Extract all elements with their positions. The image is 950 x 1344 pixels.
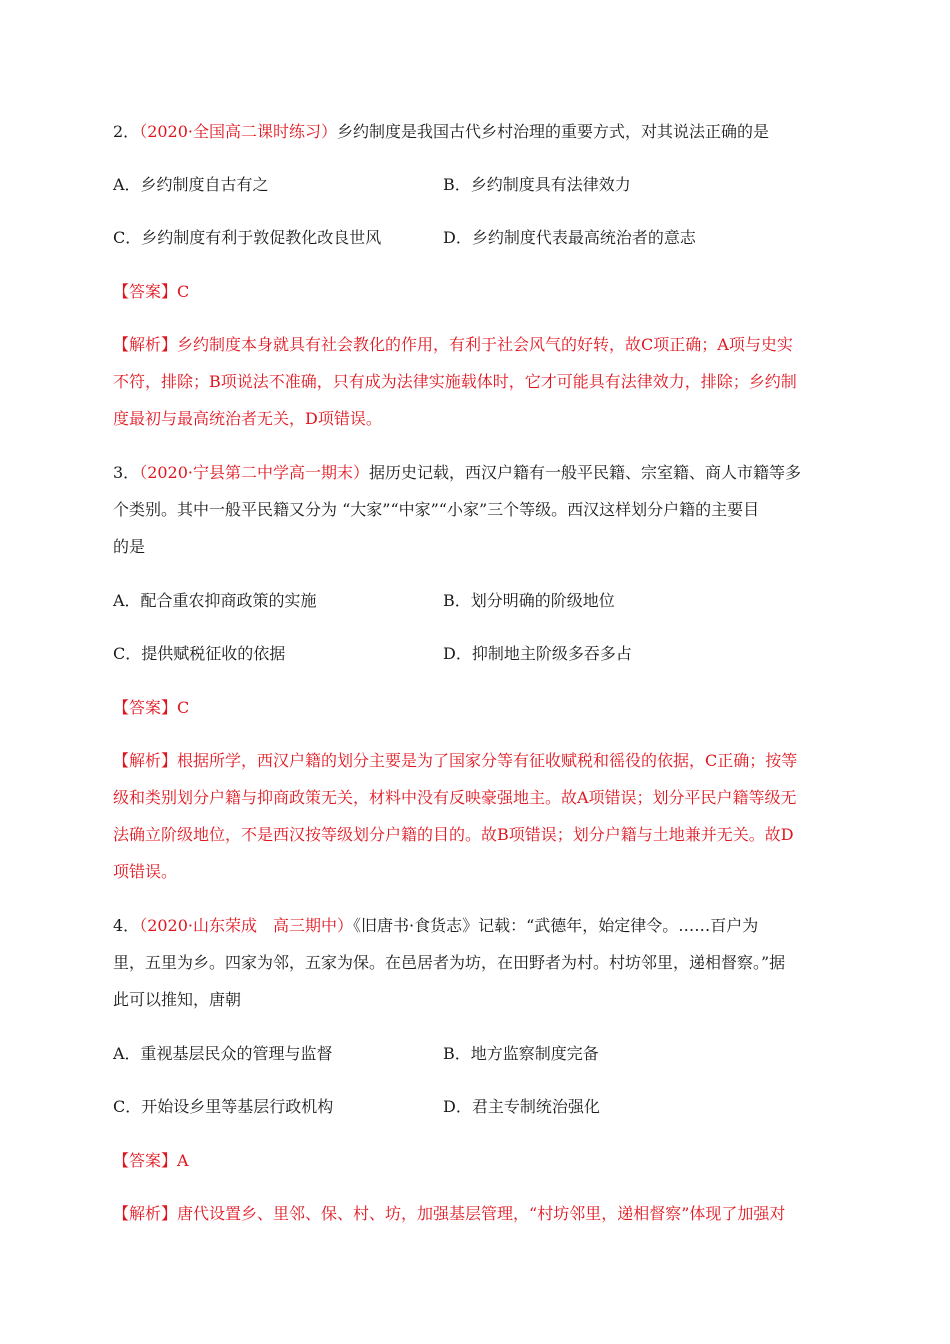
analysis-line: 级和类别划分户籍与抑商政策无关，材料中没有反映豪强地主。故A项错误；划分平民户籍等级无 — [113, 788, 797, 807]
answer: 【答案】C — [113, 282, 190, 301]
analysis-line: 法确立阶级地位，不是西汉按等级划分户籍的目的。故B项错误；划分户籍与土地兼并无关。故D — [113, 825, 794, 844]
analysis-line — [113, 1203, 785, 1225]
option-b: B．划分明确的阶级地位 — [443, 591, 615, 610]
question-source: （2020·山东荣成 高三期中） — [139, 916, 353, 935]
answer: 【答案】C — [113, 698, 190, 717]
analysis-text: 乡约制度本身就具有社会教化的作用，有利于社会风气的好转，故C项正确；A项与史实 — [177, 335, 793, 354]
analysis-line: 不符，排除；B项说法不准确，只有成为法律实施载体时，它才可能具有法律效力，排除；乡约制 — [113, 372, 797, 391]
question-3-stem — [113, 462, 801, 484]
option-a: A．配合重农抑商政策的实施 — [113, 591, 317, 610]
option-a: A．乡约制度自古有之 — [113, 175, 269, 194]
question-text: 个类别。其中一般平民籍又分为 “大家”“中家”“小家”三个等级。西汉这样划分户籍的主要目 — [113, 500, 760, 519]
question-text: 《旧唐书·食货志》记载：“武德年，始定律令。……百户为 — [353, 916, 759, 935]
question-number: 3． — [113, 463, 140, 482]
question-2-stem — [113, 121, 769, 143]
question-text: 此可以推知，唐朝 — [113, 990, 242, 1009]
option-b: B．乡约制度具有法律效力 — [443, 175, 631, 194]
analysis-line: 度最初与最高统治者无关，D项错误。 — [113, 409, 382, 428]
question-number: 2． — [113, 122, 140, 141]
option-d: D．抑制地主阶级多吞多占 — [443, 644, 632, 663]
analysis-text: 唐代设置乡、里邻、保、村、坊，加强基层管理，“村坊邻里，递相督察”体现了加强对 — [177, 1204, 786, 1223]
option-b: B．地方监察制度完备 — [443, 1044, 599, 1063]
question-4-stem — [113, 915, 758, 937]
analysis-label: 【解析】 — [113, 751, 178, 770]
question-text: 乡约制度是我国古代乡村治理的重要方式，对其说法正确的是 — [337, 122, 770, 141]
option-c: C．提供赋税征收的依据 — [113, 644, 286, 663]
option-d: D．乡约制度代表最高统治者的意志 — [443, 228, 696, 247]
option-d: D．君主专制统治强化 — [443, 1097, 600, 1116]
question-source: （2020·全国高二课时练习） — [139, 122, 337, 141]
question-text: 据历史记载，西汉户籍有一般平民籍、宗室籍、商人市籍等多 — [369, 463, 802, 482]
answer: 【答案】A — [113, 1151, 189, 1170]
option-c: C．乡约制度有利于敦促教化改良世风 — [113, 228, 382, 247]
analysis-line: 项错误。 — [113, 862, 178, 881]
analysis-label: 【解析】 — [113, 335, 178, 354]
analysis-label: 【解析】 — [113, 1204, 178, 1223]
analysis-line — [113, 750, 797, 772]
analysis-text: 根据所学，西汉户籍的划分主要是为了国家分等有征收赋税和徭役的依据，C正确；按等 — [177, 751, 798, 770]
analysis-line — [113, 334, 793, 356]
question-source: （2020·宁县第二中学高一期末） — [139, 463, 369, 482]
question-text: 的是 — [113, 537, 146, 556]
question-number: 4． — [113, 916, 140, 935]
option-a: A．重视基层民众的管理与监督 — [113, 1044, 333, 1063]
option-c: C．开始设乡里等基层行政机构 — [113, 1097, 334, 1116]
question-text: 里，五里为乡。四家为邻，五家为保。在邑居者为坊，在田野者为村。村坊邻里，递相督察。”据 — [113, 953, 786, 972]
